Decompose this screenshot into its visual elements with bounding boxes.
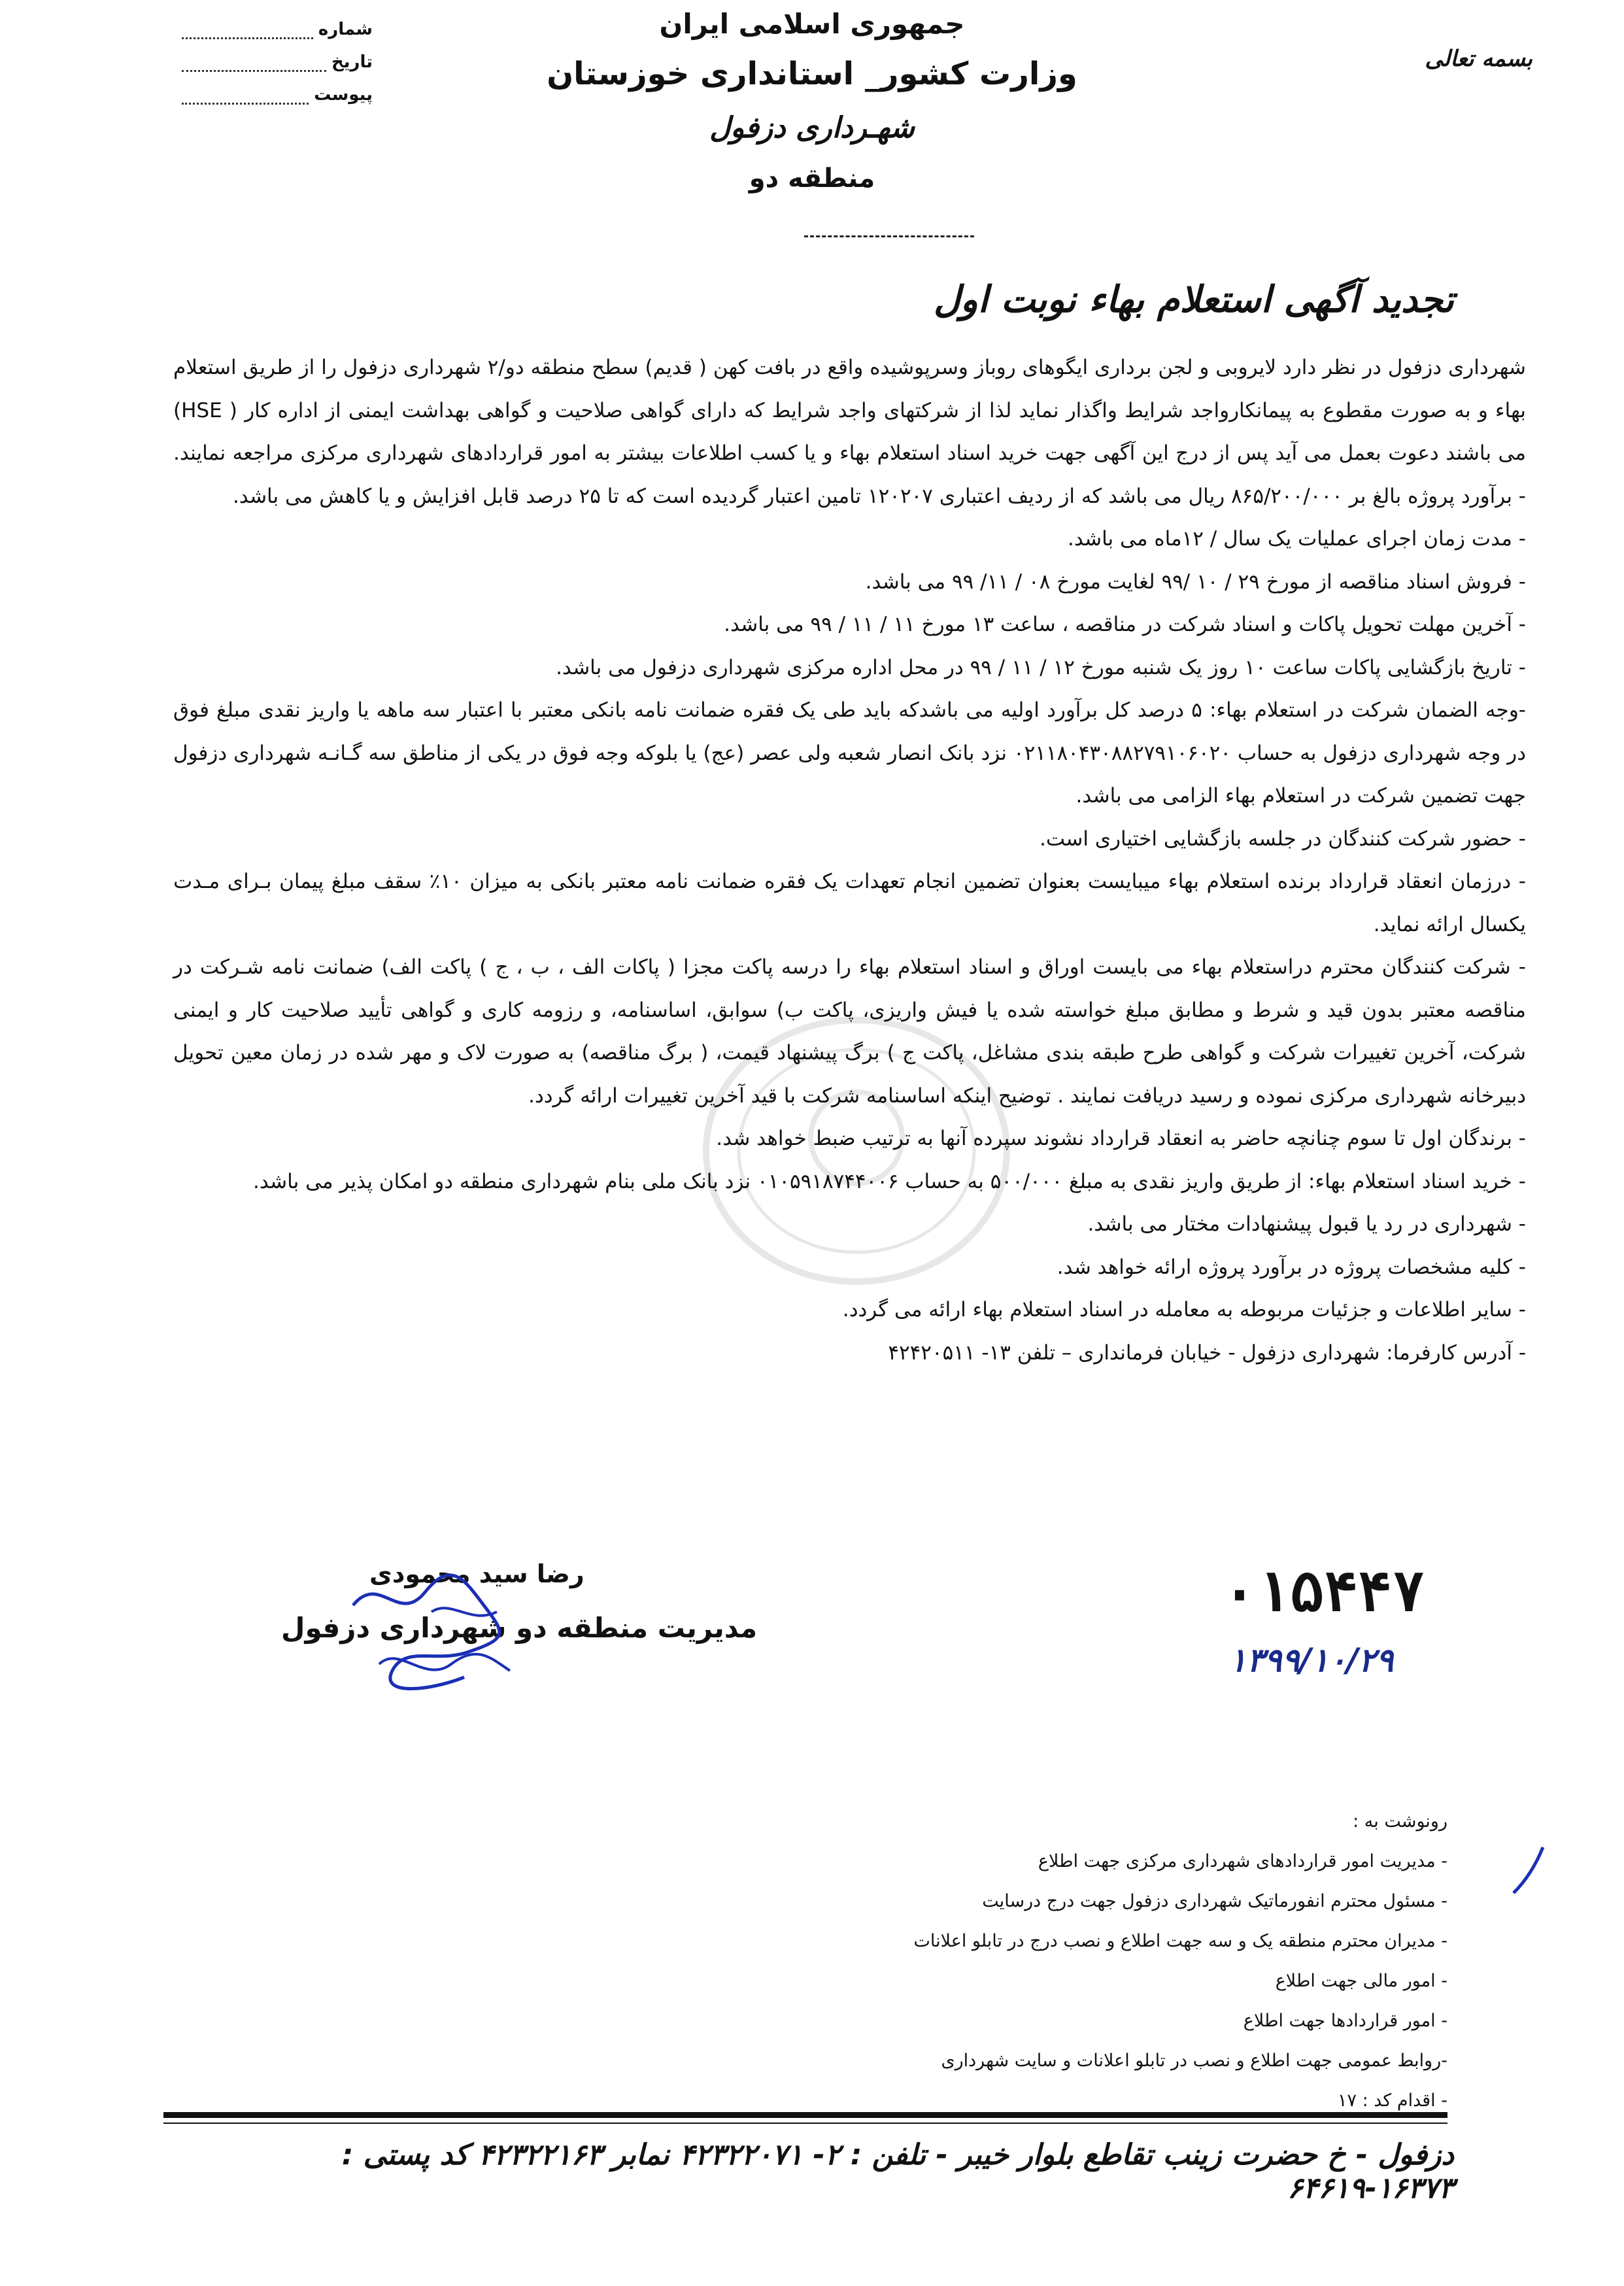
document-title: تجدید آگهی استعلام بهاء نوبت اول bbox=[934, 278, 1454, 321]
footer-rule-thin bbox=[163, 2123, 1447, 2124]
header-municipality: شهـرداری دزفول bbox=[709, 111, 915, 145]
cc-item: - امور مالی جهت اطلاع bbox=[1275, 1971, 1447, 1991]
cc-list bbox=[654, 1801, 1447, 2121]
date-label: تاریخ bbox=[331, 52, 373, 72]
footer-rule-thick bbox=[163, 2112, 1447, 2118]
seal-watermark bbox=[673, 1007, 1040, 1295]
registration-date: ۱۳۹۹/۱۰/۲۹ bbox=[1229, 1641, 1394, 1679]
cc-item: - مدیران محترم منطقه یک و سه جهت اطلاع و نصب درج در تابلو اعلانات bbox=[913, 1931, 1447, 1951]
bismillah: بسمه تعالی bbox=[1425, 46, 1532, 72]
paragraph-address: - آدرس کارفرما: شهرداری دزفول - خیابان فرمانداری – تلفن ۱۳- ۴۲۴۲۰۵۱۱ bbox=[888, 1340, 1526, 1365]
paragraph-guarantee: -وجه الضمان شرکت در استعلام بهاء: ۵ درصد کل برآورد اولیه می باشدکه باید طی یک فقره ضمانت نامه بانکی معتبر با اعتبار سه ماهه یا واریز نقدی مبلغ فوق در وجه شهرداری دزفول به حساب ۰۲۱۱۸۰۴۳۰۸۸۲۷۹۱۰۶۰۲۰ نزد بانک انصار شعبه ولی عصر (عج) یا بلوکه وجه فوق در یکی از مناطق سه گـانـه شهرداری دزفول جهت تضمین شرکت در استعلام بهاء الزامی می باشد. bbox=[173, 698, 1527, 808]
paragraph-attendance: - حضور شرکت کنندگان در جلسه بازگشایی اختیاری است. bbox=[1040, 827, 1526, 851]
header-district: منطقه دو bbox=[749, 163, 875, 194]
paragraph-winners: - برندگان اول تا سوم چنانچه حاضر به انعقاد قرارداد نشوند سپرده آنها به ترتیب ضبط خواهد شد. bbox=[716, 1127, 1526, 1150]
header-country: جمهوری اسلامی ایران bbox=[659, 8, 965, 40]
signatory-title: مدیریت منطقه دو شهرداری دزفول bbox=[281, 1612, 758, 1644]
cc-item: -روابط عمومی جهت اطلاع و نصب در تابلو اعلانات و سایت شهرداری bbox=[941, 2051, 1447, 2071]
paragraph-other: - سایر اطلاعات و جزئیات مربوطه به معامله در اسناد استعلام بهاء ارائه می گردد. bbox=[842, 1298, 1526, 1322]
cc-item: - مسئول محترم انفورماتیک شهرداری دزفول جهت درج درسایت bbox=[982, 1891, 1447, 1911]
paragraph-intro: شهرداری دزفول در نظر دارد لایروبی و لجن برداری ایگوهای روباز وسرپوشیده واقع در بافت کهن ( قدیم) سطح منطقه دو/۲ شهرداری دزفول را از طریق استعلام بهاء و به صورت مقطوع به پیمانکارواجد شرایط واگذار نماید لذا از شرکتهای واجد شرایط که دارای گواهی صلاحیت و گواهی بهداشت ایمنی از اداره کار ( HSE) می باشند دعوت بعمل می آید پس از درج این آگهی جهت خرید اسناد استعلام بهاء و یا کسب اطلاعات بیشتر به امور قراردادهای شهرداری مرکزی مراجعه نمایند. bbox=[173, 356, 1526, 465]
registration-number: ۰۱۵۴۴۷ bbox=[1223, 1560, 1426, 1625]
paragraph-deadline: - آخرین مهلت تحویل پاکات و اسناد شرکت در مناقصه ، ساعت ۱۳ مورخ ۱۱ / ۱۱ / ۹۹ می باشد. bbox=[724, 613, 1526, 636]
cc-item: - امور قراردادها جهت اطلاع bbox=[1243, 2011, 1447, 2031]
signatory-name: رضا سید محمودی bbox=[369, 1560, 584, 1588]
cc-item: - اقدام کد : ۱۷ bbox=[1337, 2090, 1447, 2111]
paragraph-sale-dates: - فروش اسناد مناقصه از مورخ ۲۹ / ۱۰ /۹۹ لغایت مورخ ۰۸ / ۱۱/ ۹۹ می باشد. bbox=[865, 570, 1526, 594]
paragraph-specs: - کلیه مشخصات پروژه در برآورد پروژه ارائه خواهد شد. bbox=[1057, 1255, 1526, 1279]
header-divider bbox=[804, 235, 974, 237]
paragraph-opening: - تاریخ بازگشایی پاکات ساعت ۱۰ روز یک شنبه مورخ ۱۲ / ۱۱ / ۹۹ در محل اداره مرکزی شهرداری دزفول می باشد. bbox=[556, 655, 1526, 679]
paragraph-duration: - مدت زمان اجرای عملیات یک سال / ۱۲ماه می باشد. bbox=[1068, 527, 1526, 551]
attachment-label: پیوست bbox=[314, 85, 373, 105]
number-label: شماره bbox=[318, 20, 373, 39]
paragraph-rights: - شهرداری در رد یا قبول پیشنهادات مختار می باشد. bbox=[1087, 1212, 1526, 1236]
paragraph-envelopes: - شرکت کنندگان محترم دراستعلام بهاء می بایست اوراق و اسناد استعلام بهاء را درسه پاکت مجزا ( پاکات الف ، ب ، ج ) پاکت الف) ضمانت نامه شـرکت در مناقصه معتبر بدون قید و شرط و مطابق مبلغ خواسته شده یا فیش واریزی، پاکت ب) سوابق، اساسنامه، و رزومه کاری و گواهی تأیید صلاحیت کار و ایمنی شرکت، آخرین تغییرات شرکت و گواهی طرح طبقه بندی مشاغل، پاکت ج ) برگ پیشنهاد قیمت، ( برگ مناقصه) به صورت لاک و مهر شده در زمان معین تحویل دبیرخانه شهرداری مرکزی نموده و رسید دریافت نمایند . توضیح اینکه اساسنامه شرکت با قید آخرین تغییرات ارائه گردد. bbox=[173, 955, 1526, 1108]
footer-address: دزفول - خ حضرت زینب تقاطع بلوار خیبر - تلفن : ۲- ۴۲۳۲۲۰۷۱ نمابر ۴۲۳۲۲۱۶۳ کد پستی : ۱۶۳۷۳-۶۴۶۱۹ bbox=[341, 2138, 1454, 2205]
handwritten-signature bbox=[340, 1566, 536, 1697]
cc-item: - مدیریت امور قراردادهای شهرداری مرکزی جهت اطلاع bbox=[1038, 1851, 1447, 1871]
cc-heading: رونوشت به : bbox=[1353, 1811, 1447, 1832]
paragraph-estimate: - برآورد پروژه بالغ بر ۸۶۵/۲۰۰/۰۰۰ ریال می باشد که از ردیف اعتباری ۱۲۰۲۰۷ تامین اعتبار گردیده است که تا ۲۵ درصد قابل افزایش و یا کاهش می باشد. bbox=[232, 484, 1526, 508]
pen-check-mark bbox=[1510, 1844, 1549, 1896]
header-ministry: وزارت کشور_ استانداری خوزستان bbox=[547, 56, 1077, 92]
paragraph-performance-bond: - درزمان انعقاد قرارداد برنده استعلام بهاء میبایست بعنوان تضمین انجام تعهدات یک فقره ضمانت نامه معتبر بانکی به میزان ۱۰٪ سقف مبلغ پیمان بـرای مـدت یکسال ارائه نماید. bbox=[173, 870, 1526, 936]
paragraph-purchase: - خرید اسناد استعلام بهاء: از طریق واریز نقدی به مبلغ ۵۰۰/۰۰۰ به حساب ۰۱۰۵۹۱۸۷۴۴۰۰۶ نزد بانک ملی بنام شهرداری منطقه دو امکان پذیر می باشد. bbox=[253, 1169, 1526, 1193]
